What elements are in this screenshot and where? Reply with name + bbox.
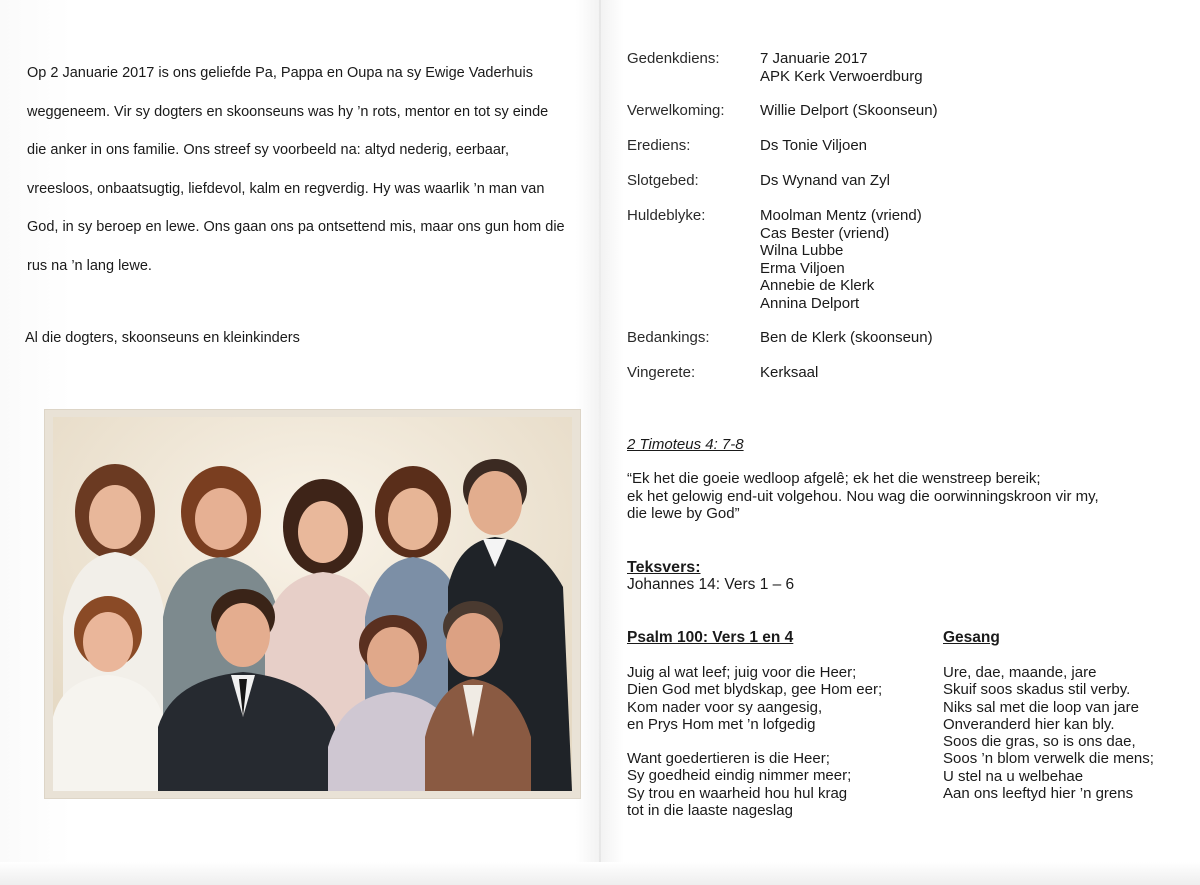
psalm-verse-1: [627, 664, 882, 733]
teksvers-heading: Teksvers:: [627, 559, 701, 576]
program-values: [760, 137, 867, 155]
program-value: Cas Bester (vriend): [760, 224, 890, 242]
page-bottom-edge: [0, 862, 1200, 885]
scripture-line: ek het gelowig end-uit volgehou. Nou wag die oorwinningskroon vir my,: [627, 487, 1099, 505]
program-value: Annebie de Klerk: [760, 277, 875, 294]
psalm-line: Dien God met blydskap, gee Hom eer;: [627, 681, 883, 699]
tribute-line: rus na ’n lang lewe.: [27, 257, 152, 274]
program-label: Vingerete:: [627, 364, 696, 381]
program-value: Wilna Lubbe: [760, 242, 844, 259]
scripture-reference: 2 Timoteus 4: 7-8: [627, 436, 744, 453]
psalm-line: en Prys Hom met ’n lofgedig: [627, 715, 816, 733]
program-value: 7 Januarie 2017: [760, 50, 868, 67]
tribute-line: die anker in ons familie. Ons streef sy voorbeeld na: altyd nederig, eerbaar,: [27, 142, 509, 158]
gesang-heading: Gesang: [943, 629, 1000, 646]
psalm-line: Sy goedheid eindig nimmer meer;: [627, 767, 852, 785]
gesang-verse: [943, 664, 1154, 802]
program-values: [760, 207, 922, 312]
gesang-line: Niks sal met die loop van jare: [943, 698, 1139, 716]
program-value: Willie Delport (Skoonseun): [760, 102, 938, 119]
program-value: Annina Delport: [760, 294, 860, 312]
program-label: Slotgebed:: [627, 172, 699, 189]
tribute-line: vreesloos, onbaatsugtig, liefdevol, kalm en regverdig. Hy was waarlik ’n man van: [27, 180, 545, 197]
tribute-paragraph: [27, 54, 597, 285]
program-values: [760, 172, 890, 190]
psalm-line: tot in die laaste nageslag: [627, 801, 793, 819]
psalm-line: Juig al wat leef; juig voor die Heer;: [627, 664, 857, 681]
scripture-line: “Ek het die goeie wedloop afgelê; ek het die wenstreep bereik;: [627, 470, 1041, 487]
program-label: Huldeblyke:: [627, 207, 706, 224]
gesang-line: Skuif soos skadus stil verby.: [943, 681, 1131, 699]
program-values: [760, 102, 938, 120]
scripture-line: die lewe by God”: [627, 505, 740, 522]
tribute-line: Op 2 Januarie 2017 is ons geliefde Pa, Pappa en Oupa na sy Ewige Vaderhuis: [27, 65, 533, 81]
program-label: Verwelkoming:: [627, 102, 725, 119]
program-label: Gedenkdiens:: [627, 50, 720, 67]
scripture-quote: [627, 470, 1187, 523]
gesang-line: Soos die gras, so is ons dae,: [943, 733, 1136, 751]
tribute-signoff: Al die dogters, skoonseuns en kleinkinders: [25, 330, 300, 346]
program-value: Moolman Mentz (vriend): [760, 207, 922, 224]
gesang-line: Onveranderd hier kan bly.: [943, 715, 1115, 733]
center-fold: [599, 0, 601, 885]
gesang-line: Ure, dae, maande, jare: [943, 664, 1097, 681]
psalm-line: Sy trou en waarheid hou hul krag: [627, 784, 848, 802]
program-value: APK Kerk Verwoerdburg: [760, 67, 923, 85]
program-label: Erediens:: [627, 137, 691, 154]
program-values: [760, 50, 923, 85]
family-photo-illustration: [53, 417, 572, 791]
family-photo: [53, 417, 572, 791]
psalm-line: Kom nader voor sy aangesig,: [627, 698, 823, 716]
psalm-verse-2: [627, 750, 851, 819]
program-values: [760, 364, 818, 382]
psalm-heading: Psalm 100: Vers 1 en 4: [627, 629, 794, 646]
tribute-line: God, in sy beroep en lewe. Ons gaan ons pa ontsettend mis, maar ons gun hom die: [27, 219, 565, 235]
tribute-line: weggeneem. Vir sy dogters en skoonseuns was hy ’n rots, mentor en tot sy einde: [27, 103, 549, 120]
program-value: Ben de Klerk (skoonseun): [760, 329, 933, 346]
gesang-line: Soos ’n blom verwelk die mens;: [943, 750, 1154, 768]
family-photo-frame: [45, 410, 580, 798]
gesang-line: U stel na u welbehae: [943, 767, 1084, 785]
teksvers-value: Johannes 14: Vers 1 – 6: [627, 576, 795, 593]
program-values: [760, 329, 933, 347]
program-label: Bedankings:: [627, 329, 710, 346]
gesang-line: Aan ons leeftyd hier ’n grens: [943, 785, 1134, 803]
program-value: Erma Viljoen: [760, 259, 845, 277]
program-value: Ds Wynand van Zyl: [760, 172, 890, 189]
program-value: Kerksaal: [760, 364, 819, 381]
program-value: Ds Tonie Viljoen: [760, 137, 868, 154]
psalm-line: Want goedertieren is die Heer;: [627, 750, 830, 767]
